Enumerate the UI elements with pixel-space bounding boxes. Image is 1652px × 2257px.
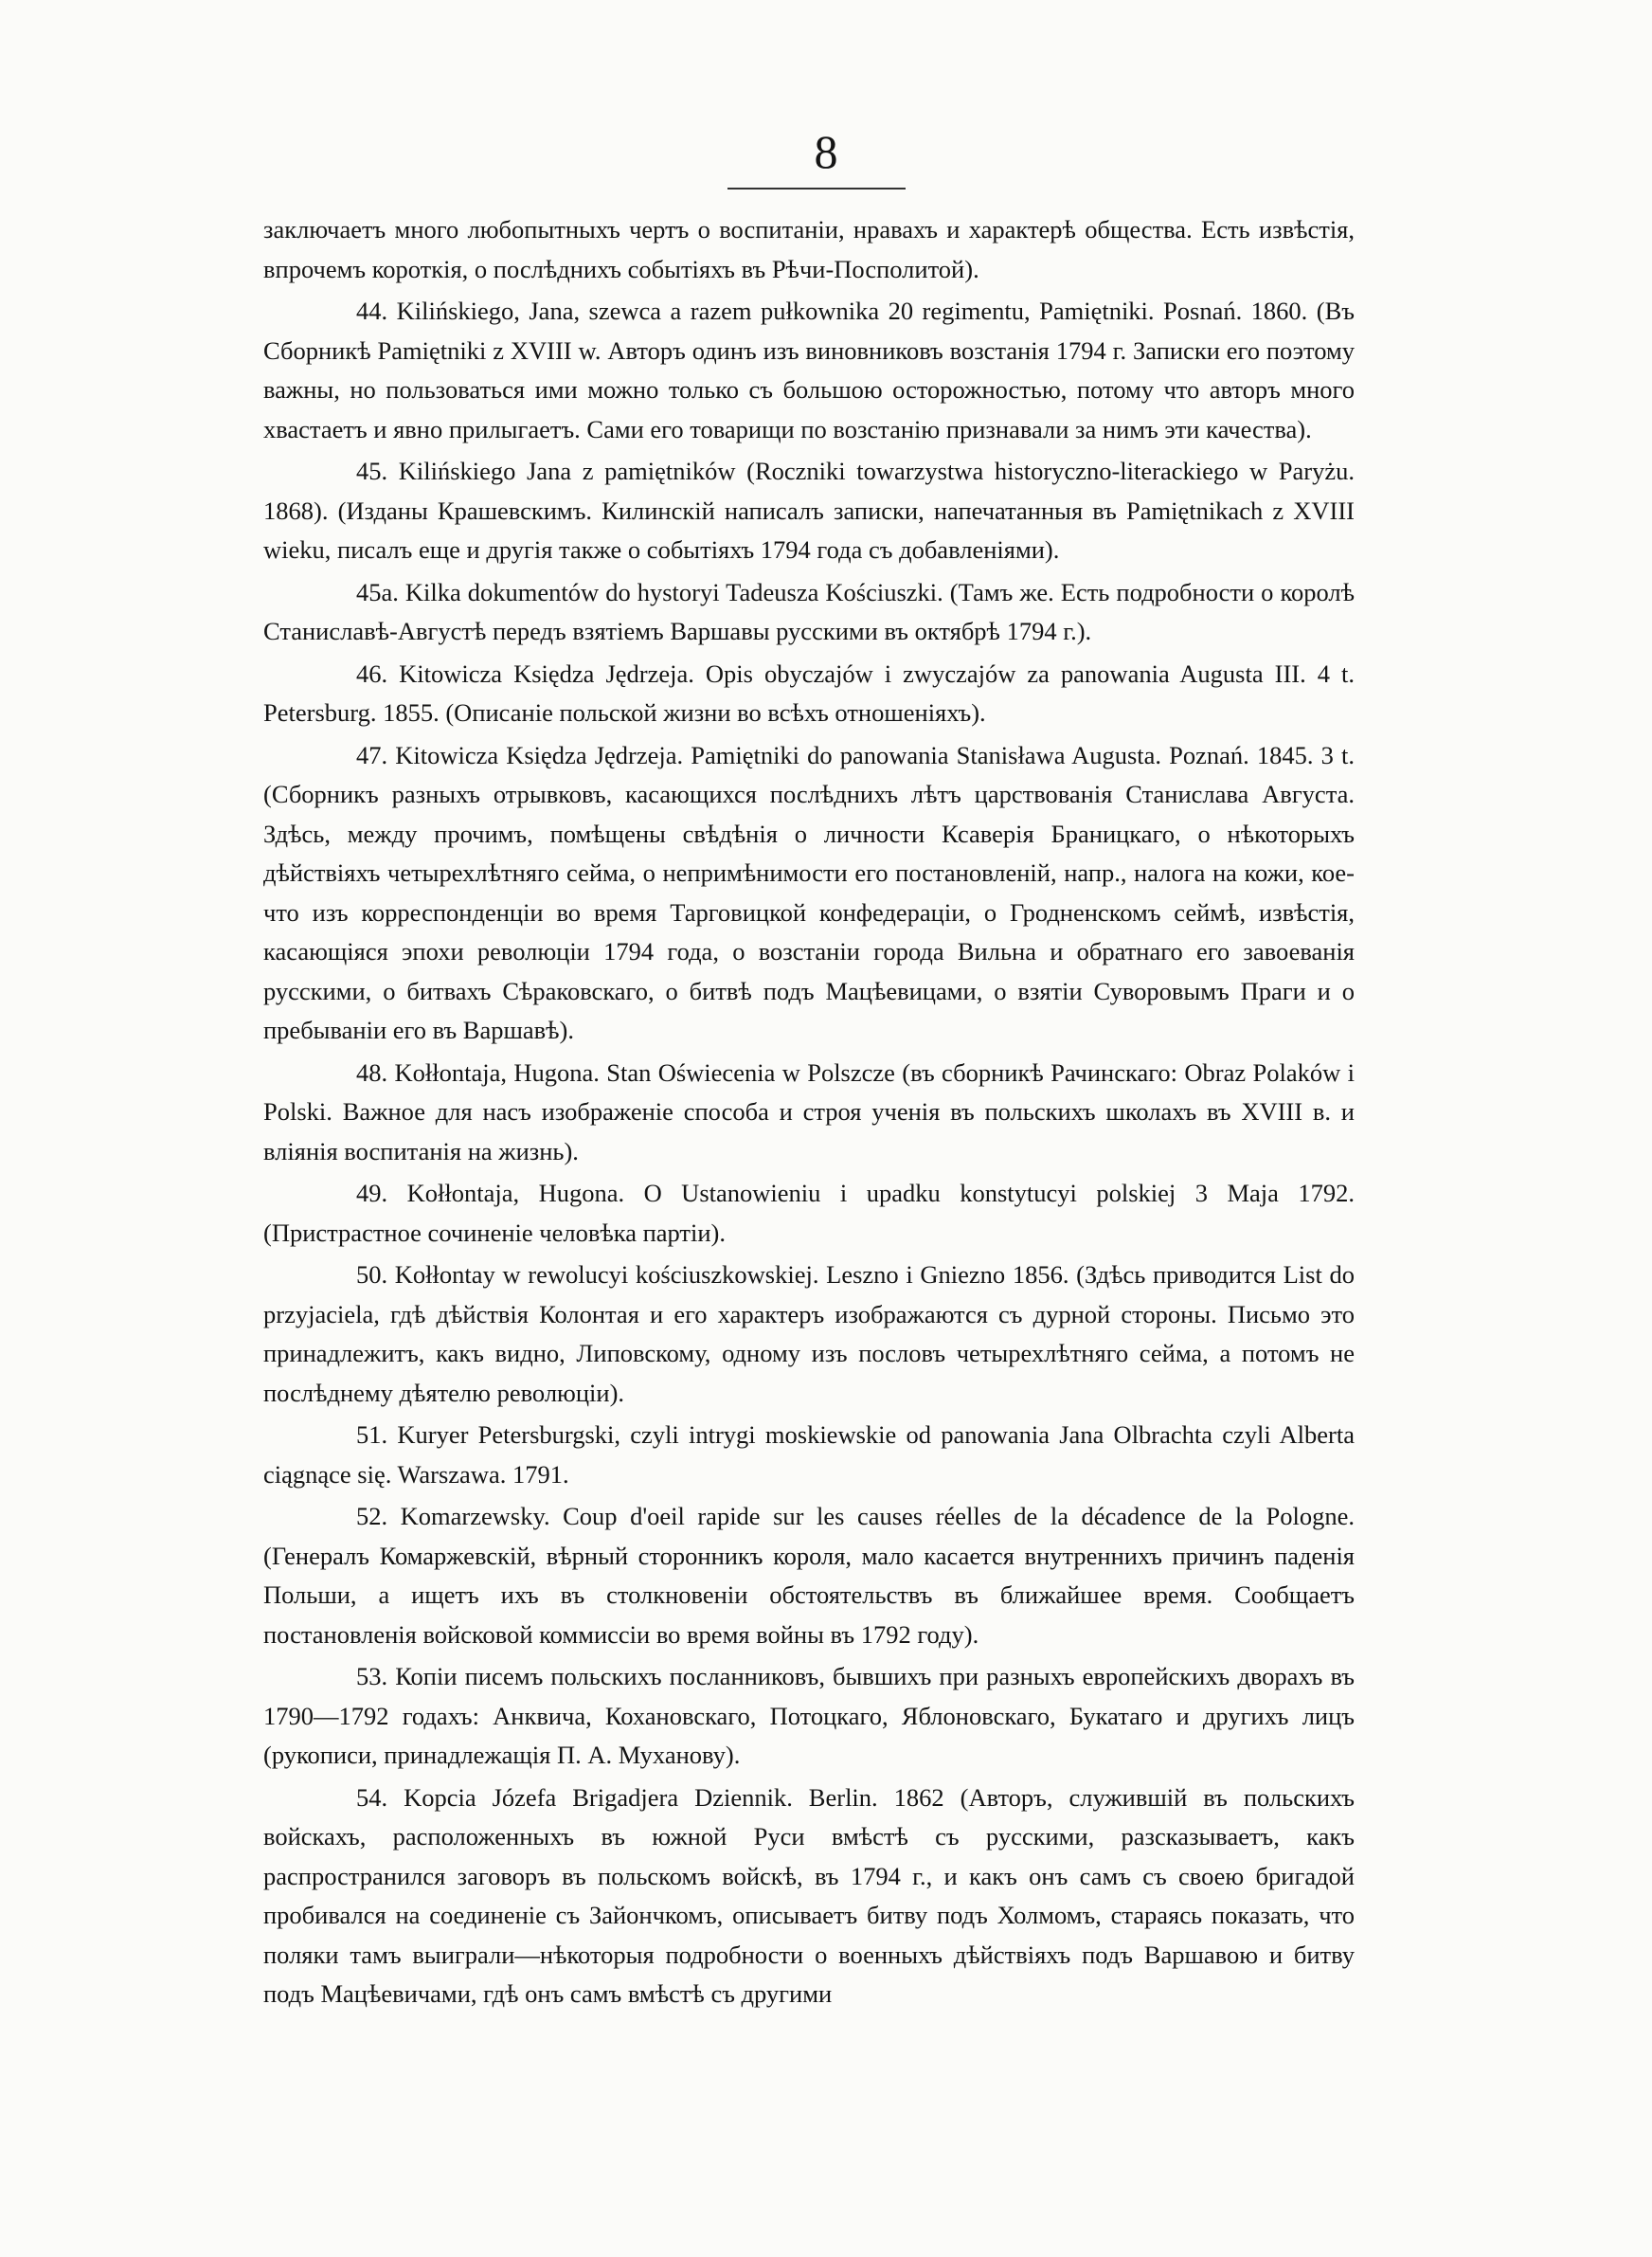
entry-44: 44. Kilińskiego, Jana, szewca a razem pułkownika 20 regimentu, Pamiętniki. Posnań. 1860. (Въ Сборникѣ Pamiętniki z XVIII w. Авторъ одинъ изъ виновниковъ возстанія 1794 г. Записки его поэтому важны, но пользоваться ими можно только съ большою осторожностью, потому что авторъ много хвастаетъ и явно прилыгаетъ. Сами его товарищи по возстанію признавали за нимъ эти качества).	[263, 297, 1355, 443]
paragraph-continuation: заключаетъ много любопытныхъ чертъ о воспитаніи, нравахъ и характерѣ общества. Есть извѣстія, впрочемъ короткія, о послѣднихъ событіяхъ въ Рѣчи-Посполитой).	[263, 215, 1355, 283]
entry-45: 45. Kilińskiego Jana z pamiętników (Roczniki towarzystwa historyczno-literackiego w Paryżu. 1868). (Изданы Крашевскимъ. Килинскій написалъ записки, напечатанныя въ Pamiętnikach z XVIII wieku, писалъ еще и другія также о событіяхъ 1794 года съ добавленіями).	[263, 457, 1355, 564]
header-rule	[727, 188, 906, 190]
entry-50: 50. Kołłontay w rewolucyi kościuszkowskiej. Leszno i Gniezno 1856. (Здѣсь приводится List do przyjaciela, гдѣ дѣйствія Колонтая и его характеръ изображаются съ дурной стороны. Письмо это принадлежитъ, какъ видно, Липовскому, одному изъ пословъ четырехлѣтняго сейма, а потомъ не послѣднему дѣятелю революціи).	[263, 1260, 1355, 1407]
page-number: 8	[814, 125, 838, 178]
entry-48: 48. Kołłontaja, Hugona. Stan Oświecenia w Polszcze (въ сборникѣ Рачинскаго: Obraz Polaków i Polski. Важное для насъ изображеніе способа и строя ученія въ польскихъ школахъ въ XVIII в. и вліянія воспитанія на жизнь).	[263, 1057, 1355, 1165]
entry-54: 54. Kopcia Józefa Brigadjera Dziennik. Berlin. 1862 (Авторъ, служившій въ польскихъ войскахъ, расположенныхъ въ южной Руси вмѣстѣ съ русскими, разсказываетъ, какъ распространился заговоръ въ польскомъ войскѣ, въ 1794 г., и какъ онъ самъ съ своею бригадой пробивался на соединеніе съ Зайончкомъ, описываетъ битву подъ Холмомъ, стараясь показать, что поляки тамъ выиграли—нѣкоторыя подробности о военныхъ дѣйствіяхъ подъ Варшавою и битву подъ Мацѣевичами, гдѣ онъ самъ вмѣстѣ съ другими	[263, 1782, 1355, 2008]
entry-47: 47. Kitowicza Księdza Jędrzeja. Pamiętniki do panowania Stanisława Augusta. Poznań. 1845. 3 t. (Сборникъ разныхъ отрывковъ, касающихся послѣднихъ лѣтъ царствованія Станислава Августа. Здѣсь, между прочимъ, помѣщены свѣдѣнія о личности Ксаверія Браницкаго, о нѣкоторыхъ дѣйствіяхъ четырехлѣтняго сейма, о непримѣнимости его постановленій, напр., налога на кожи, кое-что изъ корреспонденціи во время Тарговицкой конфедераціи, о Гродненскомъ сеймѣ, извѣстія, касающіяся эпохи революціи 1794 года, о возстаніи города Вильна и обратнаго его завоеванія русскими, о битвахъ Сѣраковскаго, о битвѣ подъ Мацѣевицами, о взятіи Суворовымъ Праги и о пребываніи его въ Варшавѣ).	[263, 740, 1355, 1044]
entry-49: 49. Kołłontaja, Hugona. O Ustanowieniu i upadku konstytucyi polskiej 3 Maja 1792. (Пристрастное сочиненіе человѣка партіи).	[263, 1179, 1355, 1247]
entry-53: 53. Копіи писемъ польскихъ посланниковъ, бывшихъ при разныхъ европейскихъ дворахъ въ 1790—1792 годахъ: Анквича, Кохановскаго, Потоцкаго, Яблоновскаго, Букатаго и другихъ лицъ (рукописи, принадлежащія П. А. Муханову).	[263, 1662, 1355, 1769]
entry-52: 52. Komarzewsky. Coup d'oeil rapide sur les causes réelles de la décadence de la Pologne. (Генералъ Комаржевскій, вѣрный сторонникъ короля, мало касается внутреннихъ причинъ паденія Польши, а ищетъ ихъ въ столкновеніи обстоятельствъ въ ближайшее время. Сообщаетъ постановленія войсковой коммиссіи во время войны въ 1792 году).	[263, 1502, 1355, 1649]
entry-51: 51. Kuryer Petersburgski, czyli intrygi moskiewskie od panowania Jana Olbrachta czyli Alberta ciągnące się. Warszawa. 1791.	[263, 1420, 1355, 1489]
entry-46: 46. Kitowicza Księdza Jędrzeja. Opis obyczajów i zwyczajów za panowania Augusta III. 4 t. Petersburg. 1855. (Описаніе польской жизни во всѣхъ отношеніяхъ).	[263, 659, 1355, 727]
entry-45a: 45a. Kilka dokumentów do hystoryi Tadeusza Kościuszki. (Тамъ же. Есть подробности о королѣ Станиславѣ-Августѣ передъ взятіемъ Варшавы русскими въ октябрѣ 1794 г.).	[263, 577, 1355, 645]
page-body	[263, 210, 1355, 2017]
